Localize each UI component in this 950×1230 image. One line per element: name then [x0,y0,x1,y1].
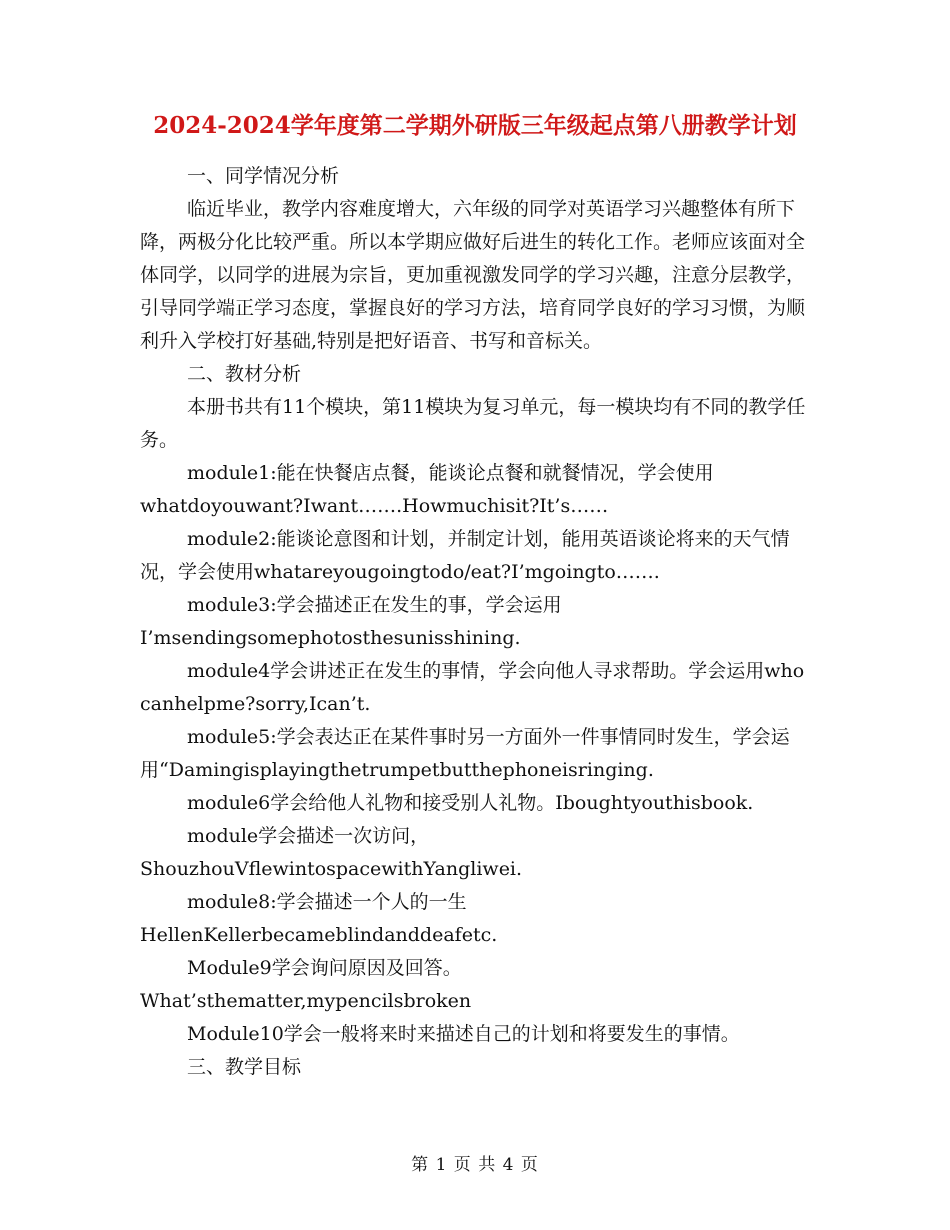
module-1-example: whatdoyouwant?Iwant…….Howmuchisit?It’s…… [140,495,609,517]
page-footer: 第 1 页 共 4 页 [411,1155,539,1175]
module-7-line: module学会描述一次访问， [187,825,430,847]
module-3-line: module3:学会描述正在发生的事，学会运用 [187,594,562,616]
section-heading-student-analysis: 一、同学情况分析 [187,165,340,187]
module-10-line: Module10学会一般将来时来描述自己的计划和将要发生的事情。 [187,1023,740,1045]
section-heading-teaching-goals: 三、教学目标 [187,1056,302,1078]
module-8-example: HellenKellerbecameblindanddeafetc. [140,924,498,946]
module-9-example: What’sthematter,mypencilsbroken [140,990,472,1012]
paragraph-textbook-overview: 本册书共有11个模块，第11模块为复习单元，每一模块均有不同的教学任务。 [140,396,806,451]
module-6-line: module6学会给他人礼物和接受别人礼物。Iboughtyouthisbook. [187,792,754,814]
module-8-line: module8:学会描述一个人的一生 [187,891,467,913]
document-body [140,160,812,1084]
module-9-line: Module9学会询问原因及回答。 [187,957,462,979]
module-4-line: module4学会讲述正在发生的事情，学会向他人寻求帮助。学会运用whocanhelpme?sorry,Ican’t. [140,660,805,715]
module-5-line: module5:学会表达正在某件事时另一方面外一件事情同时发生，学会运用“Damingisplayingthetrumpetbutthephoneisringing. [140,726,790,781]
section-heading-textbook-analysis: 二、教材分析 [187,363,302,385]
document-title: 2024-2024学年度第二学期外研版三年级起点第八册教学计划 [153,112,797,139]
module-3-example: I’msendingsomephotosthesunisshining. [140,627,521,649]
paragraph-student-analysis: 临近毕业，教学内容难度增大，六年级的同学对英语学习兴趣整体有所下降，两极分化比较严重。所以本学期应做好后进生的转化工作。老师应该面对全体同学，以同学的进展为宗旨，更加重视激发同学的学习兴趣，注意分层教学，引导同学端正学习态度，掌握良好的学习方法，培育同学良好的学习习惯，为顺利升入学校打好基础,特别是把好语音、书写和音标关。 [140,198,806,352]
module-1-line: module1:能在快餐店点餐，能谈论点餐和就餐情况，学会使用 [187,462,714,484]
module-2-line: module2:能谈论意图和计划，并制定计划，能用英语谈论将来的天气情况，学会使用whatareyougoingtodo/eat?I’mgoingto……. [140,528,790,583]
module-7-example: ShouzhouVflewintospacewithYangliwei. [140,858,523,880]
